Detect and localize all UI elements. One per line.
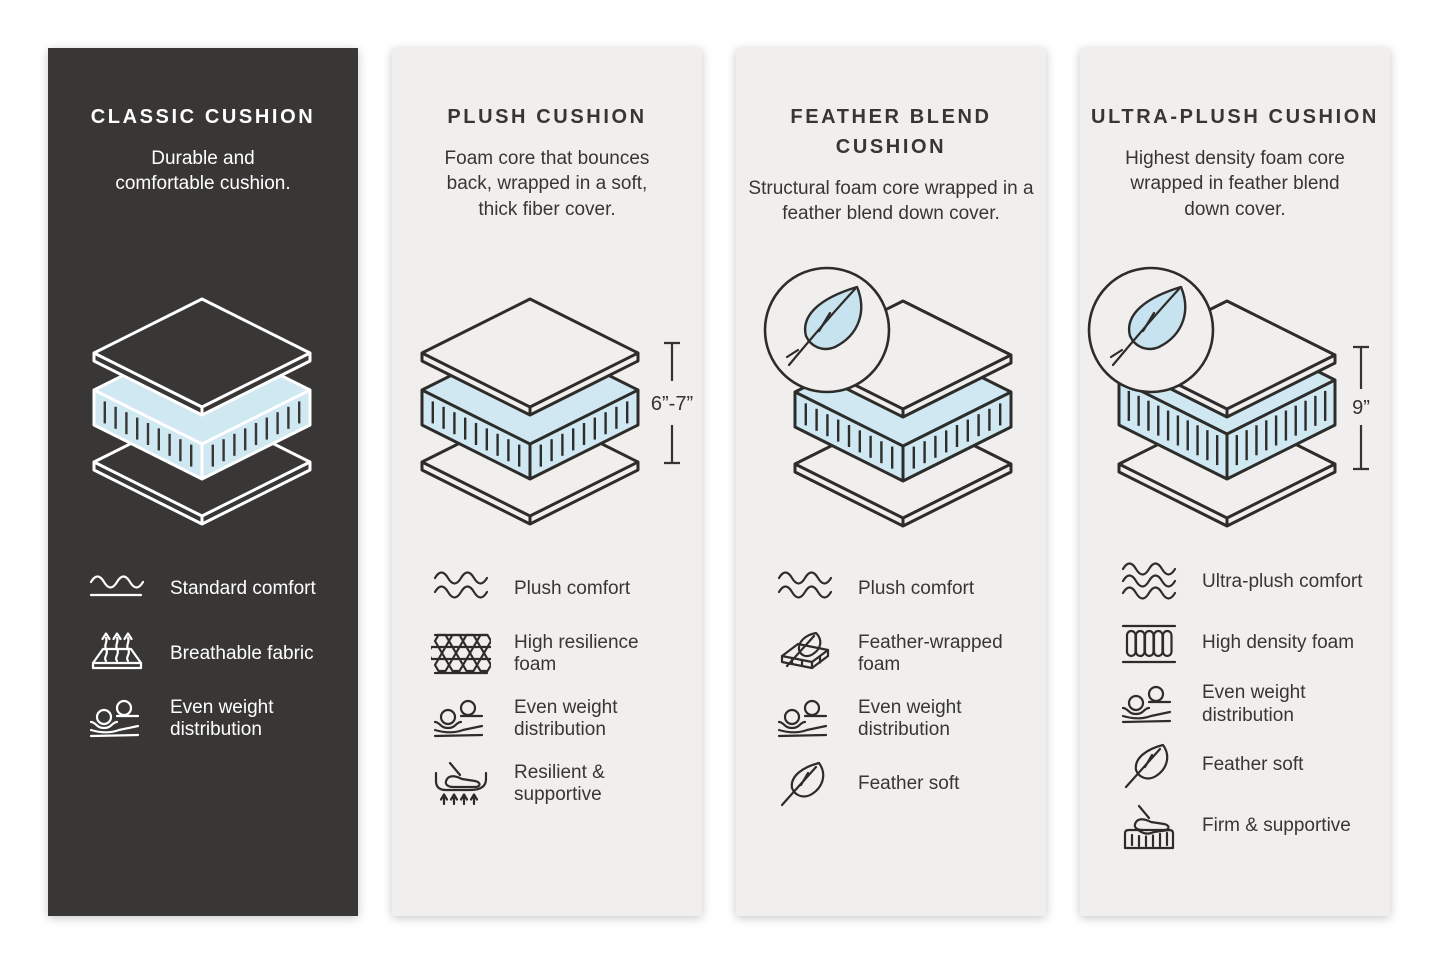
high-resilience-foam-icon: [430, 629, 492, 679]
feature-label: High density foam: [1202, 632, 1355, 654]
feature-label: Breathable fabric: [170, 642, 314, 664]
cushion-layers-illustration: [759, 263, 1103, 539]
feather-soft-icon: [1118, 741, 1180, 791]
height-measurement: [651, 343, 693, 463]
cushion-layers-diagram: [400, 293, 730, 538]
cushion-layers-diagram: [759, 263, 1103, 544]
cushion-layers-illustration: [400, 293, 730, 533]
feature-label: Even weight distribution: [1202, 682, 1306, 726]
panel-description: Foam core that bounces back, wrapped in a soft, thick fiber cover.: [444, 148, 650, 220]
panel-plush-cushion: [392, 48, 702, 916]
panel-classic-cushion: [48, 48, 358, 916]
even-weight-icon: [86, 694, 148, 744]
height-measurement: [1352, 347, 1370, 469]
panel-description: Highest density foam core wrapped in feather blend down cover.: [1125, 148, 1345, 220]
feature-label: Even weight distribution: [170, 696, 274, 740]
panel-description: Structural foam core wrapped in a feather blend down cover.: [748, 178, 1034, 225]
feature-item: [430, 563, 696, 615]
standard-comfort-icon: [86, 564, 148, 614]
feature-label: Even weight distribution: [858, 696, 962, 740]
cushion-layers-diagram: [72, 293, 332, 538]
cushion-layers-diagram: [1083, 263, 1427, 544]
feature-label: Plush comfort: [514, 577, 631, 599]
feature-item: [86, 563, 352, 615]
feature-label: Even weight distribution: [514, 696, 618, 740]
even-weight-icon: [430, 694, 492, 744]
breathable-fabric-icon: [86, 629, 148, 679]
feature-item: [86, 693, 352, 745]
panel-ultra-plush-cushion: [1080, 48, 1390, 916]
height-measurement-label: 6”-7”: [650, 393, 694, 415]
plush-comfort-icon: [430, 564, 492, 614]
panel-title: PLUSH CUSHION: [447, 106, 647, 128]
feature-item: [430, 693, 696, 745]
feature-item: [774, 693, 1040, 745]
feature-label: High resilience foam: [514, 631, 639, 675]
feature-item: [774, 758, 1040, 810]
feather-badge-icon: [765, 268, 889, 392]
feature-label: Feather-wrapped foam: [858, 631, 1003, 675]
ultra-plush-comfort-icon: [1118, 558, 1180, 608]
feature-item: [1118, 679, 1384, 730]
panel-title: CLASSIC CUSHION: [90, 106, 316, 128]
feature-label: Plush comfort: [858, 577, 975, 599]
feature-item: [86, 628, 352, 680]
feature-item: [430, 758, 696, 810]
high-density-foam-icon: [1118, 619, 1180, 669]
feature-item: [774, 628, 1040, 680]
panel-feather-blend-cushion: [736, 48, 1046, 916]
even-weight-icon: [774, 694, 836, 744]
feature-item: [430, 628, 696, 680]
feature-label: Feather soft: [1202, 754, 1304, 776]
feature-item: [1118, 740, 1384, 791]
feature-list: [774, 563, 1040, 823]
feature-label: Feather soft: [858, 772, 960, 794]
panel-header: [1088, 102, 1382, 222]
panel-title: ULTRA-PLUSH CUSHION: [1091, 106, 1379, 128]
feature-label: Ultra-plush comfort: [1202, 571, 1363, 593]
feature-list: [86, 563, 352, 758]
feather-soft-icon: [774, 759, 836, 809]
feature-item: [1118, 801, 1384, 852]
feature-item: [1118, 618, 1384, 669]
panel-description: Durable and comfortable cushion.: [115, 148, 291, 195]
feather-badge-icon: [1089, 268, 1213, 392]
firm-supportive-icon: [1118, 802, 1180, 852]
height-measurement-label: 9”: [1352, 397, 1370, 419]
panel-title: FEATHER BLEND CUSHION: [790, 106, 992, 158]
resilient-supportive-icon: [430, 759, 492, 809]
cushion-layers-illustration: [1083, 263, 1427, 539]
even-weight-icon: [1118, 680, 1180, 730]
feature-item: [774, 563, 1040, 615]
panel-header: [400, 102, 694, 222]
feature-label: Standard comfort: [170, 577, 316, 599]
panel-header: [56, 102, 350, 197]
panel-header: [744, 102, 1038, 227]
feature-item: [1118, 557, 1384, 608]
feature-label: Resilient & supportive: [514, 761, 605, 805]
feather-wrapped-foam-icon: [774, 629, 836, 679]
plush-comfort-icon: [774, 564, 836, 614]
feature-label: Firm & supportive: [1202, 815, 1351, 837]
feature-list: [1118, 557, 1384, 862]
feature-list: [430, 563, 696, 823]
cushion-layers-illustration: [72, 293, 332, 533]
